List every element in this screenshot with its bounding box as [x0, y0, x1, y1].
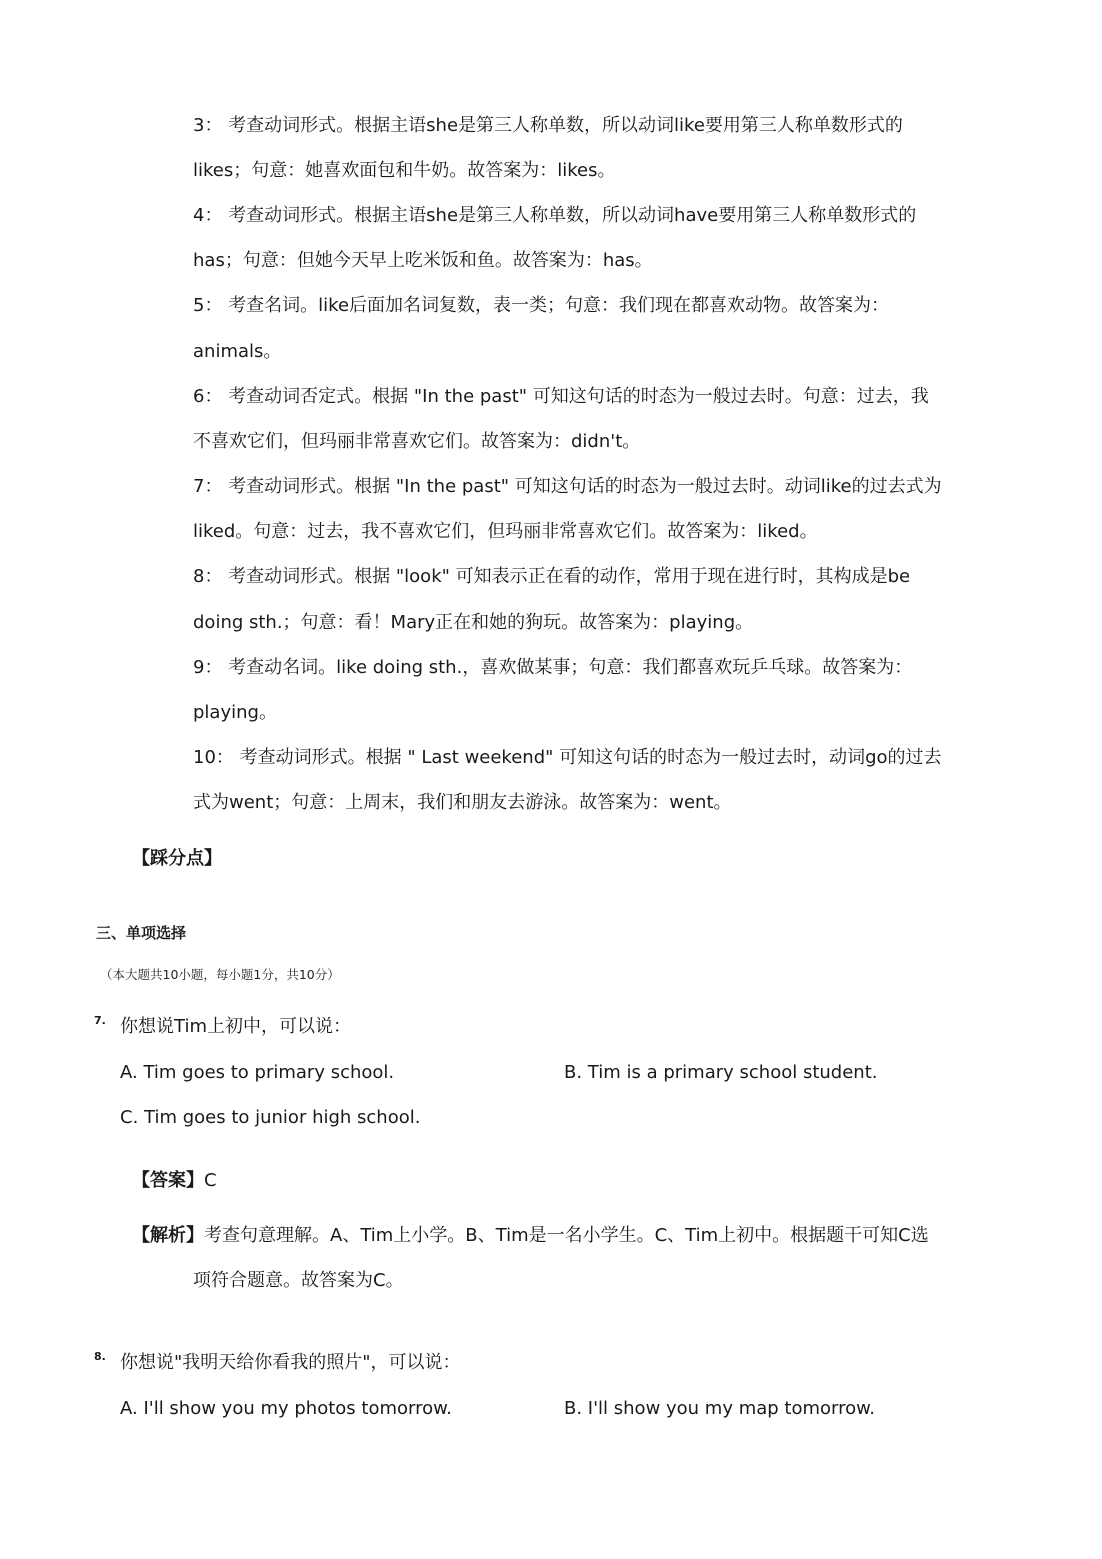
explanation-line: 4： 考查动词形式。根据主语she是第三人称单数，所以动词have要用第三人称单数形式的 [193, 205, 917, 226]
explanation-line: 不喜欢它们，但玛丽非常喜欢它们。故答案为：didn't。 [193, 431, 641, 452]
question-number: 7. [94, 1014, 106, 1027]
explanation-line: 6： 考查动词否定式。根据 "In the past" 可知这句话的时态为一般过去时。句意：过去，我 [193, 386, 929, 407]
explanation-line: 5： 考查名词。like后面加名词复数，表一类；句意：我们现在都喜欢动物。故答案为： [193, 295, 890, 316]
answer-value: C [204, 1170, 217, 1191]
analysis-text-continued: 项符合题意。故答案为C。 [193, 1270, 404, 1291]
section-title: 三、单项选择 [96, 924, 187, 942]
option-a: A. Tim goes to primary school. [120, 1062, 395, 1083]
option-b: B. Tim is a primary school student. [564, 1062, 878, 1083]
option-b: B. I'll show you my map tomorrow. [564, 1398, 875, 1419]
answer-tag: 【答案】 [132, 1170, 204, 1191]
explanation-line: 7： 考查动词形式。根据 "In the past" 可知这句话的时态为一般过去时。动词like的过去式为 [193, 476, 942, 497]
explanation-line: playing。 [193, 702, 277, 723]
explanation-line: has；句意：但她今天早上吃米饭和鱼。故答案为：has。 [193, 250, 653, 271]
answer-row [132, 1169, 217, 1193]
section-note: （本大题共10小题，每小题1分，共10分） [100, 967, 340, 982]
explanation-line: liked。句意：过去，我不喜欢它们，但玛丽非常喜欢它们。故答案为：liked。 [193, 521, 818, 542]
explanation-line: 10： 考查动词形式。根据 " Last weekend" 可知这句话的时态为一般过去时，动词go的过去 [193, 747, 942, 768]
explanation-line: doing sth.；句意：看！Mary正在和她的狗玩。故答案为：playing。 [193, 612, 754, 633]
explanation-line: likes；句意：她喜欢面包和牛奶。故答案为：likes。 [193, 160, 616, 181]
scoring-points-heading: 【踩分点】 [132, 848, 222, 869]
explanation-line: 3： 考查动词形式。根据主语she是第三人称单数，所以动词like要用第三人称单数形式的 [193, 115, 903, 136]
option-a: A. I'll show you my photos tomorrow. [120, 1398, 452, 1419]
question-stem: 你想说Tim上初中，可以说： [120, 1016, 351, 1037]
explanation-line: 式为went；句意：上周末，我们和朋友去游泳。故答案为：went。 [193, 792, 732, 813]
analysis-row [132, 1224, 929, 1248]
option-c: C. Tim goes to junior high school. [120, 1107, 421, 1128]
question-number: 8. [94, 1350, 106, 1363]
analysis-text: 考查句意理解。A、Tim上小学。B、Tim是一名小学生。C、Tim上初中。根据题干可知C选 [204, 1225, 929, 1246]
explanation-line: animals。 [193, 341, 282, 362]
question-stem: 你想说"我明天给你看我的照片"，可以说： [120, 1352, 461, 1373]
explanation-line: 8： 考查动词形式。根据 "look" 可知表示正在看的动作，常用于现在进行时，其构成是be [193, 566, 911, 587]
explanation-line: 9： 考查动名词。like doing sth.，喜欢做某事；句意：我们都喜欢玩乒乓球。故答案为： [193, 657, 913, 678]
analysis-tag: 【解析】 [132, 1225, 204, 1246]
